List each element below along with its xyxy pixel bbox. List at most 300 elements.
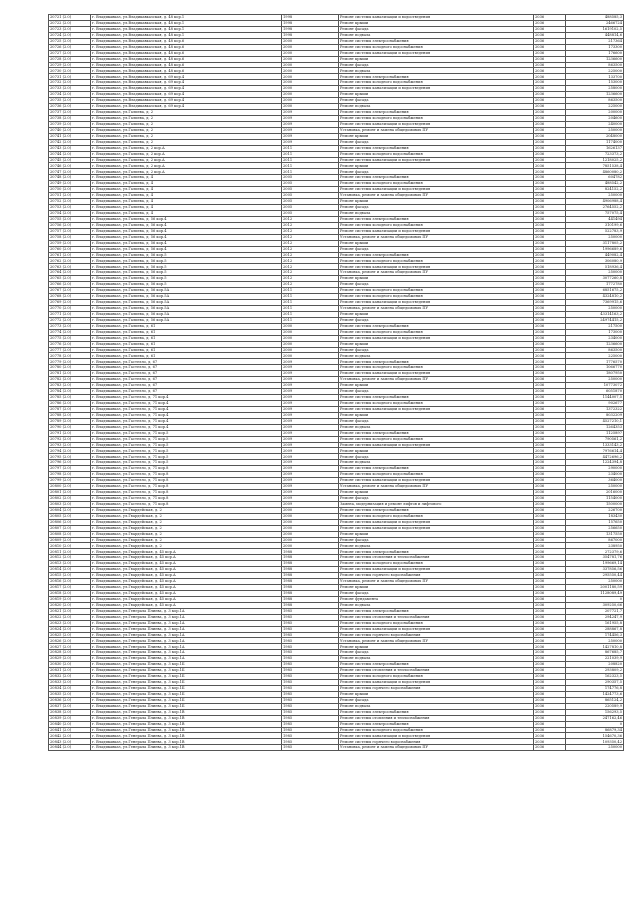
- work-type-cell: Ремонт системы канализации и водоотведения: [339, 187, 534, 193]
- cost-cell: 24974415,2: [566, 317, 624, 323]
- address-cell: г. Владикавказ, ул.Гастелло, д. 71 кор.8: [91, 501, 282, 507]
- build-year-cell: 1988: [282, 549, 339, 555]
- build-year-cell: 2011: [282, 163, 339, 169]
- build-year-cell: 2009: [282, 371, 339, 377]
- plan-year-cell: 2036: [534, 567, 566, 573]
- build-year-cell: 2000: [282, 353, 339, 359]
- build-year-cell: 2005: [282, 199, 339, 205]
- cost-cell: 174456,3: [566, 632, 624, 638]
- work-type-cell: Ремонт системы электроснабжения: [339, 74, 534, 80]
- record-id-cell: 20786 (2.0): [49, 400, 91, 406]
- plan-year-cell: 2036: [534, 383, 566, 389]
- address-cell: г. Владикавказ, ул.Галиева, д. 2: [91, 121, 282, 127]
- cost-cell: 240000: [566, 121, 624, 127]
- plan-year-cell: 2036: [534, 110, 566, 116]
- record-id-cell: 20729 (2.0): [49, 62, 91, 68]
- record-id-cell: 20817 (2.0): [49, 585, 91, 591]
- plan-year-cell: 2036: [534, 270, 566, 276]
- plan-year-cell: 2036: [534, 240, 566, 246]
- record-id-cell: 20754 (2.0): [49, 210, 91, 216]
- cost-cell: 1372322: [566, 406, 624, 412]
- cost-cell: 1128089,49: [566, 590, 624, 596]
- cost-cell: 337856,56: [566, 567, 624, 573]
- record-id-cell: 20739 (2.0): [49, 121, 91, 127]
- work-type-cell: Ремонт крыши: [339, 585, 534, 591]
- plan-year-cell: 2036: [534, 127, 566, 133]
- address-cell: г. Владикавказ, ул.Генерала Плиева, д. 3 кор.1А: [91, 608, 282, 614]
- build-year-cell: 2011: [282, 288, 339, 294]
- build-year-cell: 1985: [282, 656, 339, 662]
- address-cell: г. Владикавказ, ул.Гастелло, д. 71 кор.4: [91, 395, 282, 401]
- record-id-cell: 20812 (2.0): [49, 555, 91, 561]
- record-id-cell: 20742 (2.0): [49, 139, 91, 145]
- build-year-cell: 2011: [282, 305, 339, 311]
- address-cell: г. Владикавказ, ул.Владикавказская, д. 48 кор.6: [91, 68, 282, 74]
- address-cell: г. Владикавказ, ул.Галиева, д. 2: [91, 115, 282, 121]
- plan-year-cell: 2036: [534, 650, 566, 656]
- plan-year-cell: 2036: [534, 323, 566, 329]
- work-type-cell: Ремонт системы канализации и водоотведения: [339, 525, 534, 531]
- work-type-cell: Ремонт подвала: [339, 602, 534, 608]
- address-cell: г. Владикавказ, ул.Владикавказская, д. 48 кор.1: [91, 32, 282, 38]
- address-cell: г. Владикавказ, ул.Владикавказская, д. 69 кор.4: [91, 104, 282, 110]
- cost-cell: 162323,5: [566, 674, 624, 680]
- build-year-cell: 2009: [282, 383, 339, 389]
- address-cell: г. Владикавказ, ул.Гастелло, д. 67: [91, 359, 282, 365]
- cost-cell: 757075,4: [566, 210, 624, 216]
- build-year-cell: 2009: [282, 110, 339, 116]
- work-type-cell: Ремонт системы канализации и водоотведения: [339, 228, 534, 234]
- build-year-cell: 1985: [282, 727, 339, 733]
- address-cell: г. Владикавказ, ул.Владикавказская, д. 48 кор.6: [91, 50, 282, 56]
- cost-cell: 290000: [566, 466, 624, 472]
- address-cell: г. Владикавказ, ул.Гвардейская, д. 45 кор.А: [91, 590, 282, 596]
- address-cell: г. Владикавказ, ул.Гастелло, д. 71 кор.4: [91, 424, 282, 430]
- address-cell: г. Владикавказ, ул.Генерала Плиева, д. 3 кор.1Б: [91, 662, 282, 668]
- work-type-cell: Ремонт подвала: [339, 543, 534, 549]
- work-type-cell: Ремонт системы горячего водоснабжения: [339, 739, 534, 745]
- address-cell: г. Владикавказ, ул.Генерала Плиева, д. 3 кор.1А: [91, 650, 282, 656]
- record-id-cell: 20818 (2.0): [49, 590, 91, 596]
- work-type-cell: Ремонт крыши: [339, 448, 534, 454]
- address-cell: г. Владикавказ, ул.Владикавказская, д. 69 кор.4: [91, 92, 282, 98]
- work-type-cell: Ремонт подвала: [339, 460, 534, 466]
- record-id-cell: 20800 (2.0): [49, 484, 91, 490]
- plan-year-cell: 2036: [534, 98, 566, 104]
- build-year-cell: 1985: [282, 697, 339, 703]
- plan-year-cell: 2036: [534, 187, 566, 193]
- address-cell: г. Владикавказ, ул.Галиева, д. 56 кор.5А: [91, 288, 282, 294]
- plan-year-cell: 2036: [534, 590, 566, 596]
- work-type-cell: Ремонт системы горячего водоснабжения: [339, 632, 534, 638]
- build-year-cell: 2012: [282, 282, 339, 288]
- build-year-cell: 2005: [282, 210, 339, 216]
- build-year-cell: 2011: [282, 157, 339, 163]
- work-type-cell: Ремонт системы электроснабжения: [339, 175, 534, 181]
- address-cell: г. Владикавказ, ул.Галиева, д. 56 кор.5: [91, 252, 282, 258]
- record-id-cell: 20757 (2.0): [49, 228, 91, 234]
- record-id-cell: 20791 (2.0): [49, 430, 91, 436]
- record-id-cell: 20763 (2.0): [49, 264, 91, 270]
- record-id-cell: 20738 (2.0): [49, 115, 91, 121]
- build-year-cell: 2009: [282, 454, 339, 460]
- plan-year-cell: 2036: [534, 412, 566, 418]
- record-id-cell: 20745 (2.0): [49, 157, 91, 163]
- record-id-cell: 20756 (2.0): [49, 222, 91, 228]
- address-cell: г. Владикавказ, ул.Генерала Плиева, д. 3 кор.1Б: [91, 668, 282, 674]
- work-type-cell: Ремонт системы канализации и водоотведения: [339, 157, 534, 163]
- cost-cell: 250000: [566, 579, 624, 585]
- cost-cell: 288867,8: [566, 626, 624, 632]
- record-id-cell: 20759 (2.0): [49, 240, 91, 246]
- build-year-cell: 2011: [282, 317, 339, 323]
- build-year-cell: 2000: [282, 329, 339, 335]
- address-cell: г. Владикавказ, ул.Генерала Плиева, д. 3 кор.1Б: [91, 674, 282, 680]
- plan-year-cell: 2036: [534, 353, 566, 359]
- address-cell: г. Владикавказ, ул.Гвардейская, д. 45 кор.А: [91, 567, 282, 573]
- build-year-cell: 2000: [282, 347, 339, 353]
- work-type-cell: Ремонт системы холодного водоснабжения: [339, 365, 534, 371]
- address-cell: г. Владикавказ, ул.Гвардейская, д. 2: [91, 531, 282, 537]
- plan-year-cell: 2036: [534, 739, 566, 745]
- address-cell: г. Владикавказ, ул.Генерала Плиева, д. 3 кор.1В: [91, 727, 282, 733]
- work-type-cell: Ремонт системы канализации и водоотведения: [339, 50, 534, 56]
- plan-year-cell: 2036: [534, 62, 566, 68]
- address-cell: г. Владикавказ, ул.Галиева, д. 56 кор.5: [91, 282, 282, 288]
- address-cell: г. Владикавказ, ул.Галиева, д. 56 кор.4: [91, 246, 282, 252]
- plan-year-cell: 2036: [534, 157, 566, 163]
- work-type-cell: Ремонт фасада: [339, 282, 534, 288]
- work-type-cell: Ремонт подвала: [339, 32, 534, 38]
- build-year-cell: 2009: [282, 448, 339, 454]
- build-year-cell: 1998: [282, 26, 339, 32]
- work-type-cell: Ремонт крыши: [339, 531, 534, 537]
- work-type-cell: Ремонт системы холодного водоснабжения: [339, 80, 534, 86]
- address-cell: г. Владикавказ, ул.Гастелло, д. 67: [91, 383, 282, 389]
- build-year-cell: 2000: [282, 98, 339, 104]
- cost-cell: 4472696,2: [566, 454, 624, 460]
- plan-year-cell: 2036: [534, 721, 566, 727]
- plan-year-cell: 2036: [534, 371, 566, 377]
- build-year-cell: 1985: [282, 691, 339, 697]
- address-cell: г. Владикавказ, ул.Галиева, д. 56 кор.5: [91, 258, 282, 264]
- record-id-cell: 20842 (2.0): [49, 733, 91, 739]
- address-cell: г. Владикавказ, ул.Гастелло, д. 71 кор.5: [91, 430, 282, 436]
- plan-year-cell: 2036: [534, 632, 566, 638]
- cost-cell: 7976614,4: [566, 448, 624, 454]
- cost-cell: 1218025,2: [566, 157, 624, 163]
- build-year-cell: 2009: [282, 472, 339, 478]
- record-id-cell: 20840 (2.0): [49, 721, 91, 727]
- plan-year-cell: 2036: [534, 495, 566, 501]
- build-year-cell: 2000: [282, 68, 339, 74]
- work-type-cell: Ремонт фасада: [339, 697, 534, 703]
- cost-cell: 1317550: [566, 531, 624, 537]
- build-year-cell: 2000: [282, 531, 339, 537]
- address-cell: г. Владикавказ, ул.Генерала Плиева, д. 3 кор.1А: [91, 626, 282, 632]
- work-type-cell: Ремонт системы отопления и теплоснабжения: [339, 555, 534, 561]
- plan-year-cell: 2036: [534, 80, 566, 86]
- cost-cell: 865124,2: [566, 697, 624, 703]
- record-id-cell: 20804 (2.0): [49, 507, 91, 513]
- build-year-cell: 1985: [282, 674, 339, 680]
- plan-year-cell: 2036: [534, 210, 566, 216]
- work-type-cell: Ремонт системы холодного водоснабжения: [339, 44, 534, 50]
- cost-cell: 1424773,6: [566, 691, 624, 697]
- address-cell: г. Владикавказ, ул.Гастелло, д. 67: [91, 377, 282, 383]
- build-year-cell: 2012: [282, 258, 339, 264]
- record-id-cell: 20730 (2.0): [49, 68, 91, 74]
- build-year-cell: 2005: [282, 175, 339, 181]
- work-type-cell: Ремонт крыши: [339, 56, 534, 62]
- plan-year-cell: 2036: [534, 668, 566, 674]
- work-type-cell: Ремонт системы холодного водоснабжения: [339, 115, 534, 121]
- work-type-cell: Ремонт фасада: [339, 347, 534, 353]
- build-year-cell: 2000: [282, 86, 339, 92]
- cost-cell: 723373,2: [566, 151, 624, 157]
- address-cell: г. Владикавказ, ул.Галиева, д. 56 кор.5А: [91, 300, 282, 306]
- work-type-cell: Ремонт системы канализации и водоотведения: [339, 478, 534, 484]
- plan-year-cell: 2036: [534, 733, 566, 739]
- cost-cell: 2001180,59: [566, 585, 624, 591]
- work-type-cell: Ремонт системы холодного водоснабжения: [339, 727, 534, 733]
- plan-year-cell: 2036: [534, 436, 566, 442]
- cost-cell: 43314163,2: [566, 311, 624, 317]
- address-cell: г. Владикавказ, ул.Гвардейская, д. 2: [91, 525, 282, 531]
- plan-year-cell: 2036: [534, 92, 566, 98]
- work-type-cell: Ремонт системы холодного водоснабжения: [339, 400, 534, 406]
- plan-year-cell: 2036: [534, 258, 566, 264]
- address-cell: г. Владикавказ, ул.Галиева, д. 56 кор.5А: [91, 311, 282, 317]
- address-cell: г. Владикавказ, ул.Галиева, д. 2 кор.А: [91, 151, 282, 157]
- build-year-cell: 1988: [282, 602, 339, 608]
- build-year-cell: 2009: [282, 400, 339, 406]
- build-year-cell: 2009: [282, 466, 339, 472]
- build-year-cell: 2009: [282, 412, 339, 418]
- record-id-cell: 20725 (2.0): [49, 38, 91, 44]
- cost-cell: 250000: [566, 234, 624, 240]
- cost-cell: 173300: [566, 44, 624, 50]
- build-year-cell: 1985: [282, 614, 339, 620]
- plan-year-cell: 2036: [534, 430, 566, 436]
- cost-cell: 204600: [566, 115, 624, 121]
- build-year-cell: 2012: [282, 234, 339, 240]
- address-cell: г. Владикавказ, ул.Галиева, д. 56 кор.5А: [91, 305, 282, 311]
- address-cell: г. Владикавказ, ул.Владикавказская, д. 48 кор.6: [91, 38, 282, 44]
- address-cell: г. Владикавказ, ул.Гастелло, д. 67: [91, 389, 282, 395]
- build-year-cell: 1988: [282, 573, 339, 579]
- work-type-cell: Ремонт системы электроснабжения: [339, 110, 534, 116]
- work-type-cell: Ремонт фасада: [339, 495, 534, 501]
- plan-year-cell: 2036: [534, 490, 566, 496]
- build-year-cell: 2009: [282, 121, 339, 127]
- work-type-cell: Установка, ремонт и замена общедомовых ПУ: [339, 745, 534, 751]
- work-type-cell: Ремонт системы электроснабжения: [339, 662, 534, 668]
- plan-year-cell: 2036: [534, 175, 566, 181]
- cost-cell: 1236600: [566, 341, 624, 347]
- record-id-cell: 20811 (2.0): [49, 549, 91, 555]
- address-cell: г. Владикавказ, ул.Гастелло, д. 71 кор.8: [91, 472, 282, 478]
- cost-cell: 183430: [566, 513, 624, 519]
- plan-year-cell: 2036: [534, 104, 566, 110]
- work-type-cell: Установка, ремонт и замена общедомовых ПУ: [339, 305, 534, 311]
- work-type-cell: Установка, ремонт и замена общедомовых ПУ: [339, 377, 534, 383]
- build-year-cell: 2012: [282, 270, 339, 276]
- address-cell: г. Владикавказ, ул.Галиева, д. 2: [91, 110, 282, 116]
- cost-cell: 250000: [566, 377, 624, 383]
- build-year-cell: 2000: [282, 513, 339, 519]
- record-id-cell: 20830 (2.0): [49, 662, 91, 668]
- cost-cell: 250000: [566, 305, 624, 311]
- build-year-cell: 2000: [282, 335, 339, 341]
- work-type-cell: Ремонт системы электроснабжения: [339, 216, 534, 222]
- record-id-cell: 20841 (2.0): [49, 727, 91, 733]
- build-year-cell: 2009: [282, 495, 339, 501]
- cost-cell: 1224394,8: [566, 460, 624, 466]
- address-cell: г. Владикавказ, ул.Генерала Плиева, д. 3 кор.1В: [91, 745, 282, 751]
- build-year-cell: 2009: [282, 127, 339, 133]
- address-cell: г. Владикавказ, ул.Владикавказская, д. 48 кор.6: [91, 44, 282, 50]
- record-id-cell: 20777 (2.0): [49, 347, 91, 353]
- address-cell: г. Владикавказ, ул.Галиева, д. 4: [91, 199, 282, 205]
- cost-cell: 220589,9: [566, 703, 624, 709]
- plan-year-cell: 2036: [534, 359, 566, 365]
- cost-cell: 161955,8: [566, 620, 624, 626]
- plan-year-cell: 2036: [534, 341, 566, 347]
- build-year-cell: 1985: [282, 715, 339, 721]
- plan-year-cell: 2036: [534, 389, 566, 395]
- work-type-cell: Ремонт системы канализации и водоотведения: [339, 680, 534, 686]
- cost-cell: 109350,42: [566, 739, 624, 745]
- build-year-cell: 2000: [282, 50, 339, 56]
- plan-year-cell: 2036: [534, 424, 566, 430]
- cost-cell: 234000: [566, 335, 624, 341]
- record-id-cell: 20732 (2.0): [49, 80, 91, 86]
- plan-year-cell: 2036: [534, 662, 566, 668]
- build-year-cell: 2012: [282, 216, 339, 222]
- record-id-cell: 20799 (2.0): [49, 478, 91, 484]
- cost-cell: 448814,6: [566, 32, 624, 38]
- plan-year-cell: 2036: [534, 288, 566, 294]
- plan-year-cell: 2036: [534, 626, 566, 632]
- cost-cell: 208820: [566, 662, 624, 668]
- record-id-cell: 20794 (2.0): [49, 448, 91, 454]
- address-cell: г. Владикавказ, ул.Гастелло, д. 71 кор.4: [91, 418, 282, 424]
- work-type-cell: Установка, ремонт и замена общедомовых ПУ: [339, 234, 534, 240]
- build-year-cell: 2009: [282, 436, 339, 442]
- build-year-cell: 1985: [282, 626, 339, 632]
- work-type-cell: Ремонт фасада: [339, 139, 534, 145]
- cost-cell: 1996689,6: [566, 246, 624, 252]
- plan-year-cell: 2036: [534, 745, 566, 751]
- cost-cell: 217500: [566, 323, 624, 329]
- record-id-cell: 20776 (2.0): [49, 341, 91, 347]
- record-id-cell: 20825 (2.0): [49, 632, 91, 638]
- cost-cell: 10773072: [566, 383, 624, 389]
- record-id-cell: 20775 (2.0): [49, 335, 91, 341]
- address-cell: г. Владикавказ, ул.Галиева, д. 56 кор.5А: [91, 294, 282, 300]
- build-year-cell: 2009: [282, 389, 339, 395]
- record-id-cell: 20829 (2.0): [49, 656, 91, 662]
- build-year-cell: 1985: [282, 620, 339, 626]
- plan-year-cell: 2036: [534, 596, 566, 602]
- address-cell: г. Владикавказ, ул.Галиева, д. 2 кор.А: [91, 163, 282, 169]
- plan-year-cell: 2036: [534, 513, 566, 519]
- plan-year-cell: 2036: [534, 44, 566, 50]
- record-id-cell: 20814 (2.0): [49, 567, 91, 573]
- build-year-cell: 2000: [282, 537, 339, 543]
- build-year-cell: 2000: [282, 341, 339, 347]
- plan-year-cell: 2036: [534, 400, 566, 406]
- cost-cell: 1619102,5: [566, 26, 624, 32]
- address-cell: г. Владикавказ, ул.Генерала Плиева, д. 3 кор.1Б: [91, 703, 282, 709]
- plan-year-cell: 2036: [534, 638, 566, 644]
- work-type-cell: Ремонт системы холодного водоснабжения: [339, 181, 534, 187]
- work-type-cell: Ремонт системы холодного водоснабжения: [339, 436, 534, 442]
- cost-cell: 234000: [566, 472, 624, 478]
- record-id-cell: 20790 (2.0): [49, 424, 91, 430]
- build-year-cell: 2009: [282, 133, 339, 139]
- record-id-cell: 20797 (2.0): [49, 466, 91, 472]
- cost-cell: 310199,6: [566, 222, 624, 228]
- address-cell: г. Владикавказ, ул.Гастелло, д. 71 кор.5: [91, 442, 282, 448]
- build-year-cell: 1985: [282, 638, 339, 644]
- cost-cell: 226700: [566, 507, 624, 513]
- build-year-cell: 2009: [282, 115, 339, 121]
- record-id-cell: 20726 (2.0): [49, 44, 91, 50]
- record-id-cell: 20809 (2.0): [49, 537, 91, 543]
- work-type-cell: Ремонт системы холодного водоснабжения: [339, 294, 534, 300]
- address-cell: г. Владикавказ, ул.Галиева, д. 56 кор.5А: [91, 317, 282, 323]
- cost-cell: 4906988,4: [566, 199, 624, 205]
- address-cell: г. Владикавказ, ул.Гастелло, д. 71 кор.8: [91, 466, 282, 472]
- plan-year-cell: 2036: [534, 644, 566, 650]
- work-type-cell: Ремонт системы холодного водоснабжения: [339, 620, 534, 626]
- address-cell: г. Владикавказ, ул.Галиева, д. 61: [91, 329, 282, 335]
- cost-cell: 306080,9: [566, 258, 624, 264]
- cost-cell: 518936,4: [566, 264, 624, 270]
- cost-cell: 293809,2: [566, 668, 624, 674]
- record-id-cell: 20774 (2.0): [49, 329, 91, 335]
- address-cell: г. Владикавказ, ул.Владикавказская, д. 48 кор.1: [91, 15, 282, 21]
- cost-cell: 221039,9: [566, 656, 624, 662]
- work-type-cell: Ремонт крыши: [339, 311, 534, 317]
- address-cell: г. Владикавказ, ул.Галиева, д. 2: [91, 133, 282, 139]
- address-cell: г. Владикавказ, ул.Генерала Плиева, д. 3 кор.1А: [91, 638, 282, 644]
- address-cell: г. Владикавказ, ул.Генерала Плиева, д. 3 кор.1В: [91, 715, 282, 721]
- cost-cell: 250000: [566, 270, 624, 276]
- build-year-cell: 1985: [282, 644, 339, 650]
- record-id-cell: 20838 (2.0): [49, 709, 91, 715]
- address-cell: г. Владикавказ, ул.Гастелло, д. 71 кор.5: [91, 448, 282, 454]
- plan-year-cell: 2036: [534, 294, 566, 300]
- address-cell: г. Владикавказ, ул.Генерала Плиева, д. 3 кор.1В: [91, 721, 282, 727]
- work-type-cell: Ремонт системы канализации и водоотведения: [339, 733, 534, 739]
- record-id-cell: 20828 (2.0): [49, 650, 91, 656]
- build-year-cell: 2011: [282, 300, 339, 306]
- address-cell: г. Владикавказ, ул.Гвардейская, д. 45 кор.А: [91, 585, 282, 591]
- work-type-cell: Ремонт системы канализации и водоотведения: [339, 121, 534, 127]
- work-type-cell: Ремонт системы канализации и водоотведения: [339, 442, 534, 448]
- address-cell: г. Владикавказ, ул.Галиева, д. 56 кор.5: [91, 264, 282, 270]
- record-id-cell: 20782 (2.0): [49, 377, 91, 383]
- address-cell: г. Владикавказ, ул.Галиева, д. 56 кор.4: [91, 222, 282, 228]
- record-id-cell: 20806 (2.0): [49, 519, 91, 525]
- build-year-cell: 2011: [282, 151, 339, 157]
- address-cell: г. Владикавказ, ул.Гвардейская, д. 2: [91, 507, 282, 513]
- cost-cell: 225000: [566, 104, 624, 110]
- build-year-cell: 1985: [282, 650, 339, 656]
